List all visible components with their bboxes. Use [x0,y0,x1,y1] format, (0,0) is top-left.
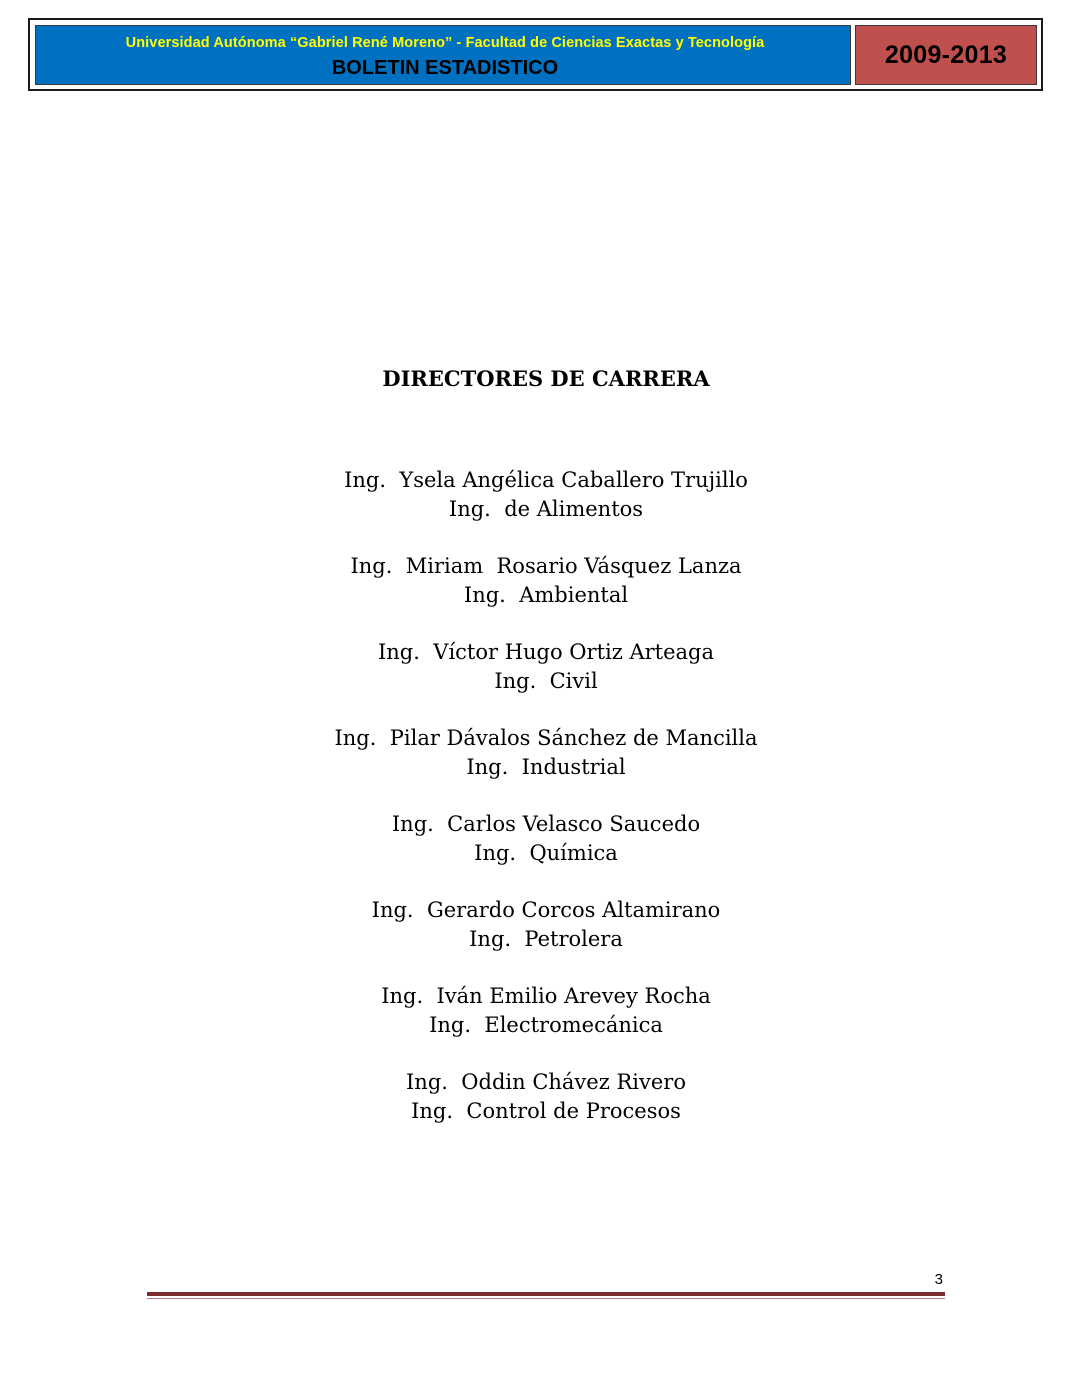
director-career: Ing. Química [474,841,618,865]
director-name: Ing. Carlos Velasco Saucedo [391,812,701,836]
footer-rule-thin [147,1298,945,1299]
director-entry [0,982,1071,1068]
director-entry [0,810,1071,896]
director-entry [0,466,1071,552]
page-number: 3 [934,1271,943,1288]
director-name: Ing. Miriam Rosario Vásquez Lanza [350,554,742,578]
institution-name: Universidad Autónoma “Gabriel René Moreno” - Facultad de Ciencias Exactas y Tecnología [125,35,765,51]
page-header [28,18,1043,91]
director-career: Ing. de Alimentos [448,497,644,521]
director-entry [0,724,1071,810]
header-years-band [855,25,1037,85]
header-title-band [35,25,851,85]
director-name: Ing. Víctor Hugo Ortiz Arteaga [377,640,715,664]
director-name: Ing. Ysela Angélica Caballero Trujillo [344,468,748,492]
director-career: Ing. Civil [494,669,598,693]
director-career: Ing. Electromecánica [429,1013,663,1037]
director-entry [0,1068,1071,1154]
director-career: Ing. Industrial [466,755,626,779]
director-entry [0,638,1071,724]
director-name: Ing. Oddin Chávez Rivero [406,1070,686,1094]
bulletin-title: BOLETIN ESTADISTICO [331,57,559,79]
footer-rule [147,1292,945,1296]
director-name: Ing. Iván Emilio Arevey Rocha [381,984,711,1008]
director-name: Ing. Pilar Dávalos Sánchez de Mancilla [334,726,758,750]
director-entry [0,896,1071,982]
director-career: Ing. Petrolera [469,927,623,951]
section-title: DIRECTORES DE CARRERA [382,366,710,391]
years-label: 2009-2013 [884,40,1008,69]
director-name: Ing. Gerardo Corcos Altamirano [371,898,721,922]
director-career: Ing. Ambiental [463,583,629,607]
director-career: Ing. Control de Procesos [411,1099,681,1123]
director-entry [0,552,1071,638]
directors-list [0,466,1071,1154]
